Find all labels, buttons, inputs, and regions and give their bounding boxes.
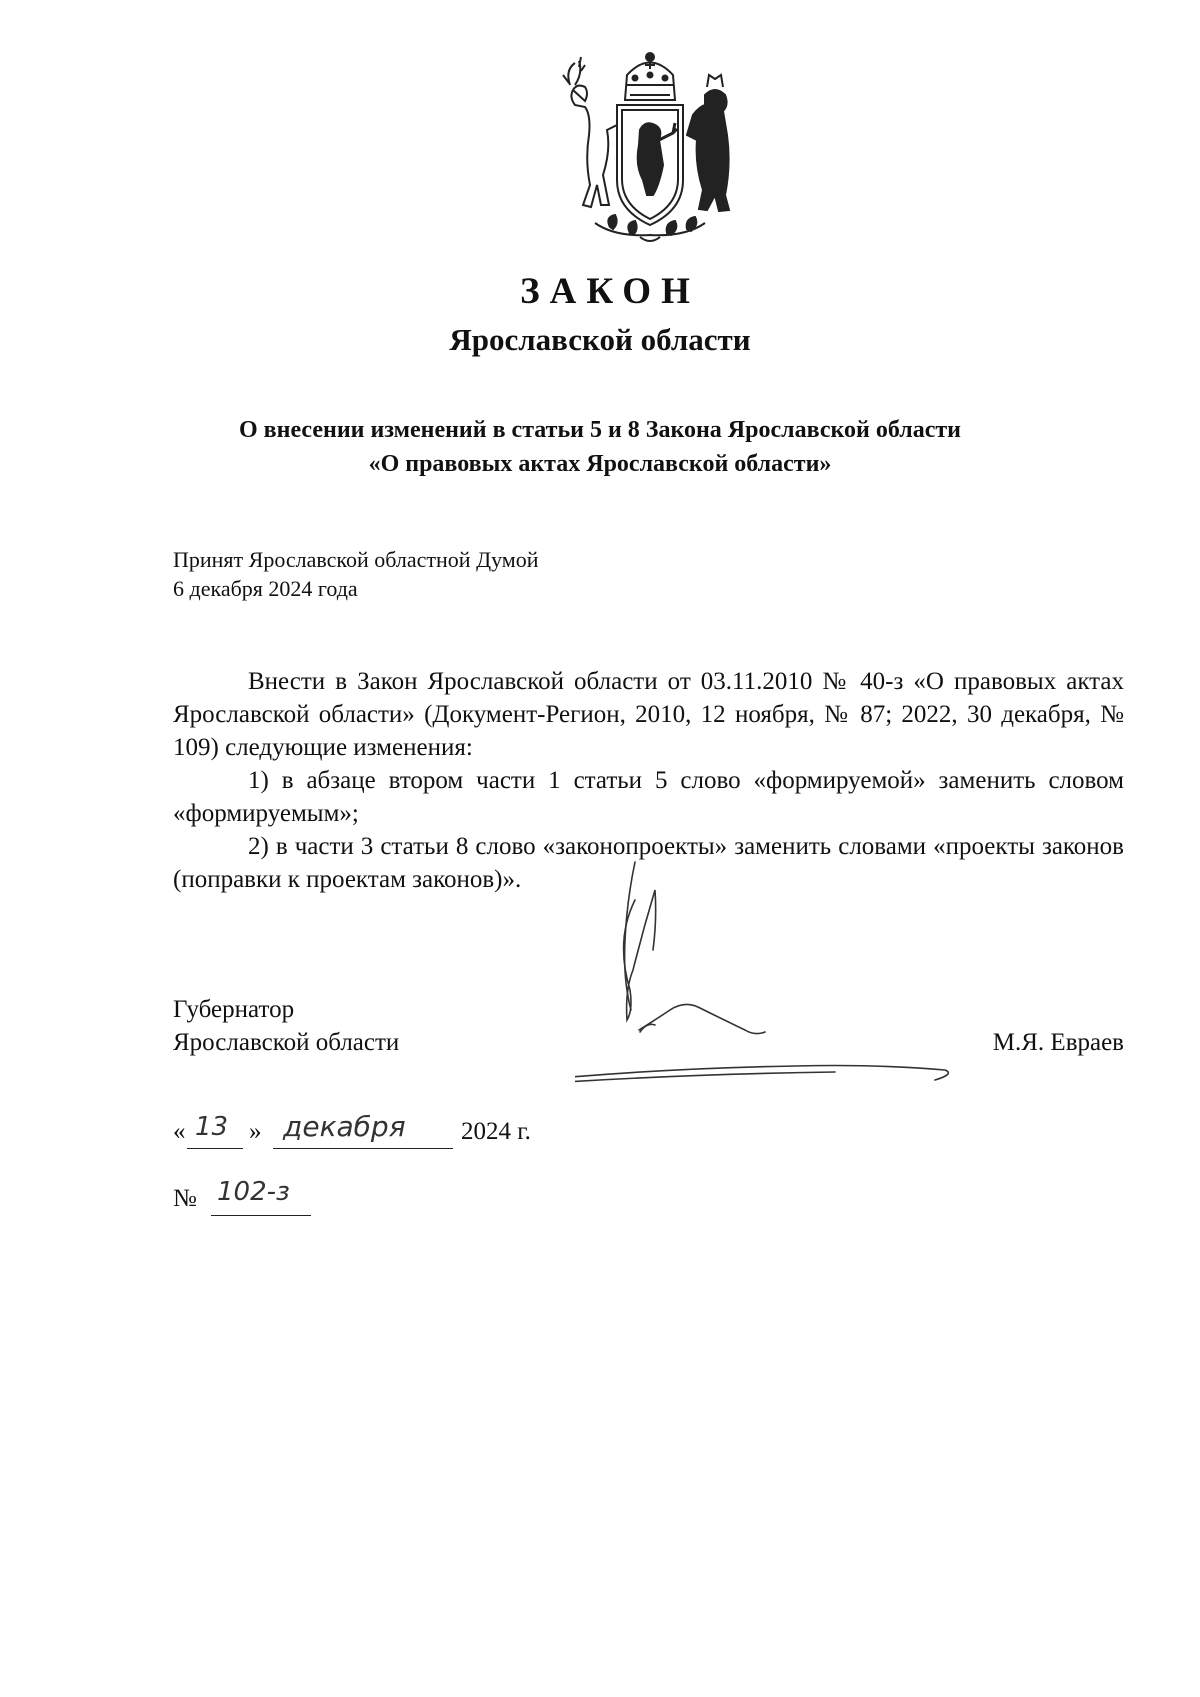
coat-of-arms-emblem bbox=[555, 45, 745, 250]
date-day-underline bbox=[187, 1148, 243, 1149]
signatory-region: Ярославской области bbox=[173, 1029, 400, 1056]
amendment-item-1: 1) в абзаце втором части 1 статьи 5 слово «формируемой» заменить словом «формируемым»; bbox=[173, 767, 1124, 827]
signatory-position: Губернатор bbox=[173, 996, 295, 1023]
law-number bbox=[173, 1177, 373, 1225]
date-month-handwritten: декабря bbox=[283, 1110, 406, 1143]
date-day-handwritten: 13 bbox=[195, 1112, 229, 1142]
adoption-note bbox=[173, 545, 539, 603]
number-underline bbox=[211, 1215, 311, 1216]
date-open-quote: « bbox=[173, 1118, 186, 1145]
law-intro-paragraph: Внести в Закон Ярославской области от 03.11.2010 № 40-з «О правовых актах Ярославской области» (Документ-Регион, 2010, 12 ноября, № 87; 2022, 30 декабря, № 109) следующие изменения: bbox=[173, 668, 1124, 761]
amendment-item-2: 2) в части 3 статьи 8 слово «законопроекты» заменить словами «проекты законов (поправки к проектам законов)». bbox=[173, 833, 1124, 893]
number-label: № bbox=[173, 1185, 197, 1212]
region-title: Ярославской области bbox=[449, 322, 751, 357]
law-subject-line-1: О внесении изменений в статьи 5 и 8 Закона Ярославской области bbox=[239, 417, 961, 443]
adoption-date: 6 декабря 2024 года bbox=[173, 576, 358, 601]
law-subject-title bbox=[0, 413, 1200, 481]
signatory-name: М.Я. Евраев bbox=[992, 1029, 1124, 1056]
document-type-title: ЗАКОН bbox=[520, 271, 700, 312]
number-handwritten: 102-з bbox=[217, 1177, 290, 1207]
date-close-quote: » bbox=[249, 1118, 262, 1145]
law-subject-line-2: «О правовых актах Ярославской области» bbox=[368, 451, 832, 477]
handwritten-signature bbox=[575, 860, 1005, 1110]
signing-date bbox=[173, 1110, 573, 1158]
adoption-body: Принят Ярославской областной Думой bbox=[173, 547, 539, 572]
date-year: 2024 г. bbox=[461, 1118, 531, 1145]
signatory-title bbox=[173, 993, 399, 1059]
date-month-underline bbox=[273, 1148, 453, 1149]
